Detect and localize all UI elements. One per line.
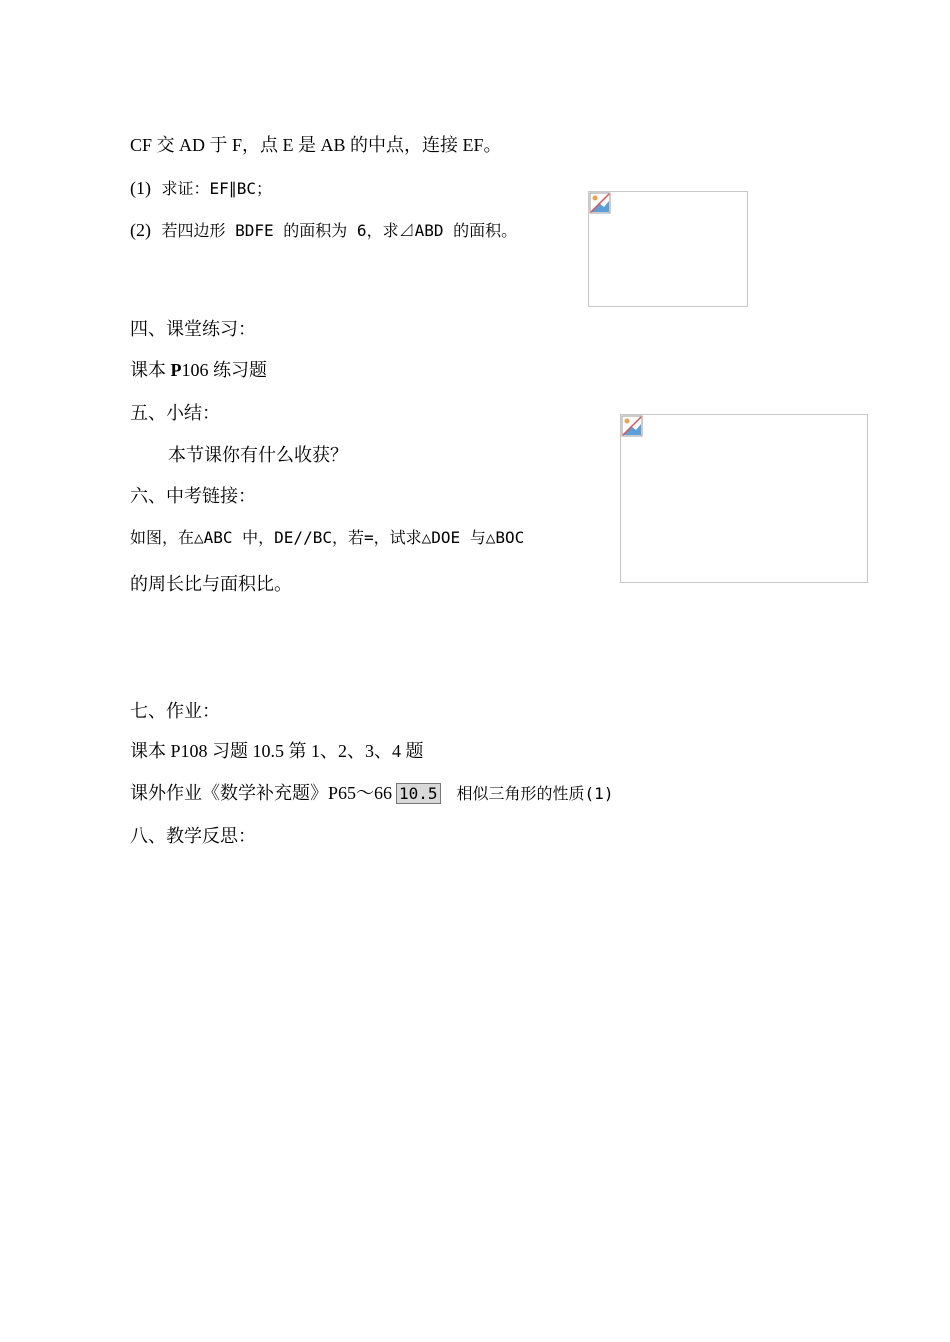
part-2-text: 若四边形 BDFE 的面积为 6，求⊿ABD 的面积。	[161, 221, 518, 240]
exam-problem-line-2: 的周长比与面积比。	[130, 574, 292, 594]
section-6-heading: 六、中考链接：	[130, 486, 256, 506]
homework-textbook: 课本 P108 习题 10.5 第 1、2、3、4 题	[130, 741, 424, 761]
summary-question: 本节课你有什么收获？	[168, 445, 348, 465]
homework-extra	[130, 782, 613, 805]
homework-extra-text: 课外作业《数学补充题》P65～66	[130, 783, 393, 803]
homework-extra-topic: 相似三角形的性质(1)	[456, 784, 614, 803]
problem-text-line-1: CF 交 AD 于 F，点 E 是 AB 的中点，连接 EF。	[130, 135, 502, 155]
figure-placeholder-1	[588, 191, 748, 307]
highlighted-section-number: 10.5	[396, 783, 441, 804]
section-7-heading: 七、作业：	[130, 701, 220, 721]
section-4-heading: 四、课堂练习：	[130, 319, 256, 339]
broken-image-icon	[621, 415, 643, 437]
problem-part-2	[130, 219, 517, 242]
figure-placeholder-2	[620, 414, 868, 583]
problem-part-1	[130, 177, 272, 200]
practice-text-a: 课本	[130, 360, 171, 380]
part-1-text: 求证：EF∥BC；	[161, 179, 273, 198]
practice-text-c: 106 练习题	[181, 360, 267, 380]
part-1-number: (1)	[130, 178, 151, 198]
section-8-heading: 八、教学反思：	[130, 826, 256, 846]
broken-image-icon	[589, 192, 611, 214]
practice-text	[130, 359, 267, 381]
exam-problem-line-1: 如图，在△ABC 中，DE//BC，若=，试求△DOE 与△BOC	[130, 528, 525, 547]
section-5-heading: 五、小结：	[130, 403, 220, 423]
practice-text-bold: P	[170, 360, 182, 380]
part-2-number: (2)	[130, 220, 151, 240]
